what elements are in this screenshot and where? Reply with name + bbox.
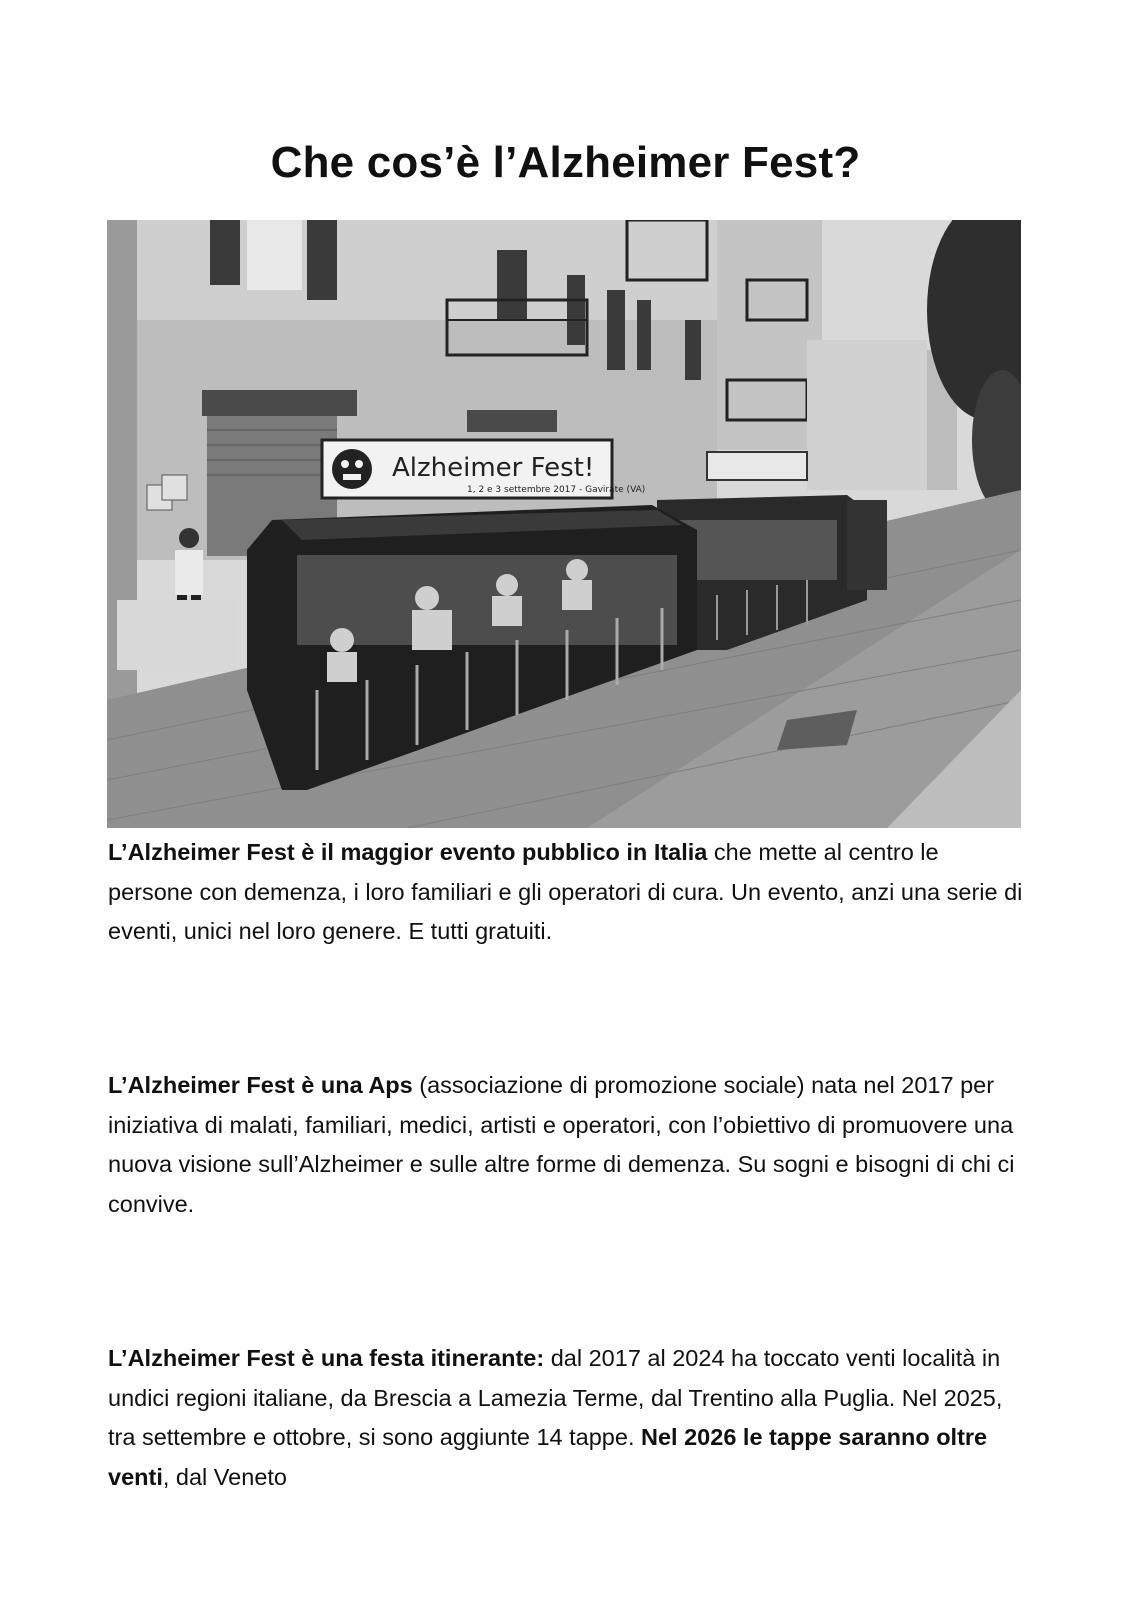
aps-lead: L’Alzheimer Fest è una Aps [108,1072,413,1098]
page-title: Che cos’è l’Alzheimer Fest? [270,138,861,187]
itinerant-tail: , dal Veneto [162,1463,287,1490]
intro-paragraph [108,833,1028,952]
aps-paragraph [108,1066,1028,1224]
banner-title: Alzheimer Fest! [392,453,595,483]
banner-subtitle: 1, 2 e 3 settembre 2017 - Gavirate (VA) [467,485,646,495]
itinerant-lead: L’Alzheimer Fest è una festa itinerante: [108,1345,545,1371]
itinerant-paragraph [108,1339,1028,1497]
itinerant-highlight: Nel 2026 le tappe saranno oltre venti [108,1424,988,1490]
festival-train-photo [107,220,1021,828]
itinerant-text: dal 2017 al 2024 ha toccato venti località in undici regioni italiane, da Brescia a Lamezia Terme, dal Trentino alla Puglia. Nel 2025, tra settembre e ottobre, si sono aggiunte 14 tappe. [108,1345,1003,1450]
intro-text: che mette al centro le persone con demenza, i loro familiari e gli operatori di cura. Un evento, anzi una serie di eventi, unici nel loro genere. E tutti gratuiti. [108,839,1023,944]
aps-text: (associazione di promozione sociale) nata nel 2017 per iniziativa di malati, familiari, medici, artisti e operatori, con l’obiettivo di promuovere una nuova visione sull’Alzheimer e sulle altre forme di demenza. Su sogni e bisogni di chi ci convive. [108,1072,1015,1217]
intro-lead: L’Alzheimer Fest è il maggior evento pubblico in Italia [108,839,708,865]
